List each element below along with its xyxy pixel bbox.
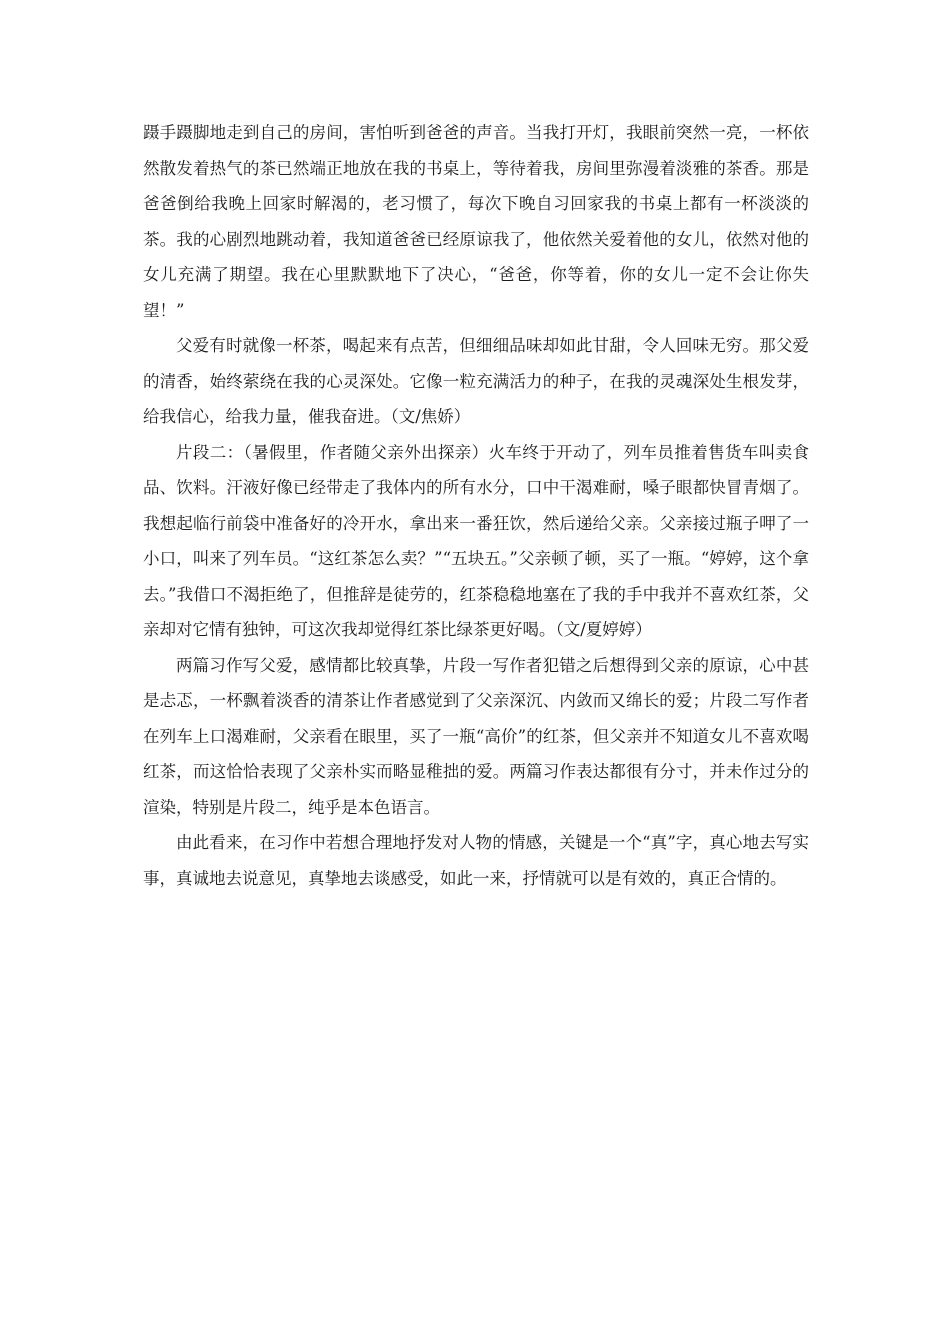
paragraph-commentary: 两篇习作写父爱，感情都比较真挚，片段一写作者犯错之后想得到父亲的原谅，心中甚是忐忑，一杯飘着淡香的清茶让作者感觉到了父亲深沉、内敛而又绵长的爱；片段二写作者在列车上口渴难耐，父亲看在眼里，买了一瓶“高价”的红茶，但父亲并不知道女儿不喜欢喝红茶，而这恰恰表现了父亲朴实而略显稚拙的爱。两篇习作表达都很有分寸，并未作过分的渲染，特别是片段二，纯乎是本色语言。 bbox=[143, 655, 809, 817]
paragraph-excerpt-two: 片段二：（暑假里，作者随父亲外出探亲）火车终于开动了，列车员推着售货车叫卖食品、饮料。汗液好像已经带走了我体内的所有水分，口中干渴难耐，嗓子眼都快冒青烟了。我想起临行前袋中准备好的冷开水，拿出来一番狂饮，然后递给父亲。父亲接过瓶子呷了一小口，叫来了列车员。“这红茶怎么卖？”“五块五。”父亲顿了顿，买了一瓶。“婷婷，这个拿去。”我借口不渴拒绝了，但推辞是徒劳的，红茶稳稳地塞在了我的手中我并不喜欢红茶，父亲却对它情有独钟，可这次我却觉得红茶比绿茶更好喝。（文/夏婷婷） bbox=[143, 442, 809, 639]
paragraph-continuation: 蹑手蹑脚地走到自己的房间，害怕听到爸爸的声音。当我打开灯，我眼前突然一亮，一杯依然散发着热气的茶已然端正地放在我的书桌上，等待着我，房间里弥漫着淡雅的茶香。那是爸爸倒给我晚上回家时解渴的，老习惯了，每次下晚自习回家我的书桌上都有一杯淡淡的茶。我的心剧烈地跳动着，我知道爸爸已经原谅我了，他依然关爱着他的女儿，依然对他的女儿充满了期望。我在心里默默地下了决心，“爸爸，你等着，你的女儿一定不会让你失望！” bbox=[143, 123, 809, 320]
paragraph-reflection: 父爱有时就像一杯茶，喝起来有点苦，但细细品味却如此甘甜，令人回味无穷。那父爱的清香，始终萦绕在我的心灵深处。它像一粒充满活力的种子，在我的灵魂深处生根发芽，给我信心，给我力量，催我奋进。（文/焦娇） bbox=[143, 336, 809, 426]
document-body bbox=[143, 115, 809, 896]
paragraph-conclusion: 由此看来，在习作中若想合理地抒发对人物的情感，关键是一个“真”字，真心地去写实事，真诚地去说意见，真挚地去谈感受，如此一来，抒情就可以是有效的，真正合情的。 bbox=[143, 833, 809, 888]
